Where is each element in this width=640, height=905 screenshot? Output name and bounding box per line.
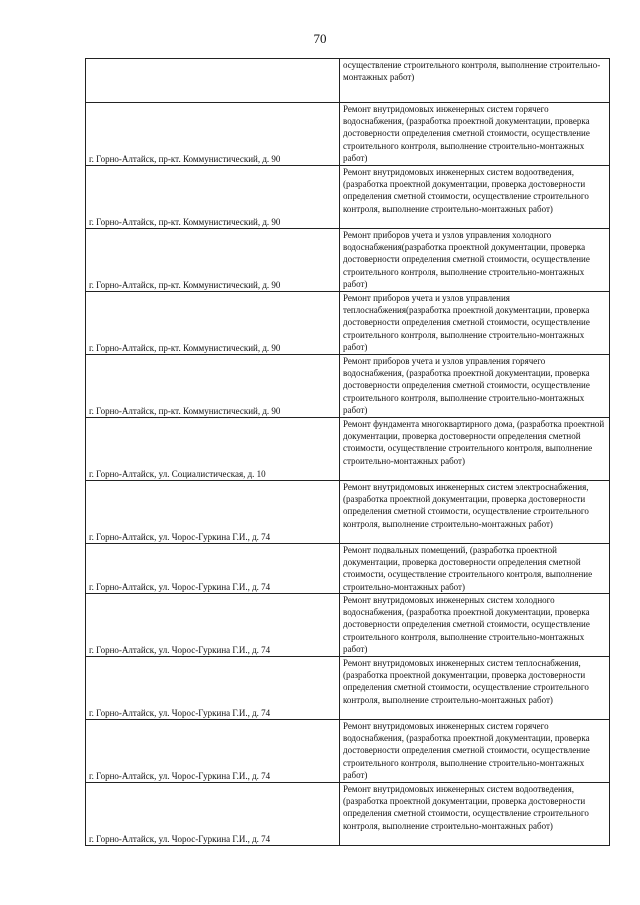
table-row	[86, 657, 610, 720]
table-row	[86, 783, 610, 846]
work-description-cell: Ремонт внутридомовых инженерных систем теплоснабжения, (разработка проектной документации, проверка достоверности определения сметной стоимости, осуществление строительного контроля, выполнение строительно-монтажных работ)	[340, 657, 610, 720]
work-description-cell: Ремонт внутридомовых инженерных систем водоотведения, (разработка проектной документации, проверка достоверности определения сметной стоимости, осуществление строительного контроля, выполнение строительно-монтажных работ)	[340, 783, 610, 846]
address-cell: г. Горно-Алтайск, ул. Социалистическая, д. 10	[86, 418, 340, 481]
work-description-cell: Ремонт приборов учета и узлов управления теплоснабжения(разработка проектной документации, проверка достоверности определения сметной стоимости, осуществление строительного контроля, выполнение строительно-монтажных работ)	[340, 292, 610, 355]
work-description-cell: Ремонт приборов учета и узлов управления горячего водоснабжения, (разработка проектной документации, проверка достоверности определения сметной стоимости, осуществление строительного контроля, выполнение строительно-монтажных работ)	[340, 355, 610, 418]
work-description-cell: Ремонт внутридомовых инженерных систем горячего водоснабжения, (разработка проектной документации, проверка достоверности определения сметной стоимости, осуществление строительного контроля, выполнение строительно-монтажных работ)	[340, 103, 610, 166]
table-row	[86, 594, 610, 657]
table-row	[86, 229, 610, 292]
table-row	[86, 418, 610, 481]
table-row	[86, 481, 610, 544]
address-cell: г. Горно-Алтайск, ул. Чорос-Гуркина Г.И., д. 74	[86, 657, 340, 720]
table-row	[86, 720, 610, 783]
work-description-cell: осуществление строительного контроля, выполнение строительно-монтажных работ)	[340, 59, 610, 103]
address-cell: г. Горно-Алтайск, ул. Чорос-Гуркина Г.И., д. 74	[86, 720, 340, 783]
address-cell: г. Горно-Алтайск, ул. Чорос-Гуркина Г.И., д. 74	[86, 481, 340, 544]
page-number: 70	[313, 31, 327, 46]
work-description-cell: Ремонт приборов учета и узлов управления холодного водоснабжения(разработка проектной документации, проверка достоверности определения сметной стоимости, осуществление строительного контроля, выполнение строительно-монтажных работ)	[340, 229, 610, 292]
table-row	[86, 166, 610, 229]
address-cell: г. Горно-Алтайск, ул. Чорос-Гуркина Г.И., д. 74	[86, 544, 340, 594]
address-cell: г. Горно-Алтайск, пр-кт. Коммунистический, д. 90	[86, 355, 340, 418]
address-cell: г. Горно-Алтайск, пр-кт. Коммунистический, д. 90	[86, 292, 340, 355]
table-row	[86, 59, 610, 103]
address-cell: г. Горно-Алтайск, пр-кт. Коммунистический, д. 90	[86, 103, 340, 166]
address-cell: г. Горно-Алтайск, ул. Чорос-Гуркина Г.И., д. 74	[86, 594, 340, 657]
work-description-cell: Ремонт внутридомовых инженерных систем холодного водоснабжения, (разработка проектной документации, проверка достоверности определения сметной стоимости, осуществление строительного контроля, выполнение строительно-монтажных работ)	[340, 594, 610, 657]
table-row	[86, 355, 610, 418]
address-cell: г. Горно-Алтайск, ул. Чорос-Гуркина Г.И., д. 74	[86, 783, 340, 846]
address-cell: г. Горно-Алтайск, пр-кт. Коммунистический, д. 90	[86, 229, 340, 292]
address-cell: г. Горно-Алтайск, пр-кт. Коммунистический, д. 90	[86, 166, 340, 229]
table-row	[86, 103, 610, 166]
work-description-cell: Ремонт подвальных помещений, (разработка проектной документации, проверка достоверности определения сметной стоимости, осуществление строительного контроля, выполнение строительно-монтажных работ)	[340, 544, 610, 594]
table-row	[86, 292, 610, 355]
work-description-cell: Ремонт внутридомовых инженерных систем электроснабжения, (разработка проектной документации, проверка достоверности определения сметной стоимости, осуществление строительного контроля, выполнение строительно-монтажных работ)	[340, 481, 610, 544]
work-description-cell: Ремонт фундамента многоквартирного дома, (разработка проектной документации, проверка достоверности определения сметной стоимости, осуществление строительного контроля, выполнение строительно-монтажных работ)	[340, 418, 610, 481]
work-description-cell: Ремонт внутридомовых инженерных систем горячего водоснабжения, (разработка проектной документации, проверка достоверности определения сметной стоимости, осуществление строительного контроля, выполнение строительно-монтажных работ)	[340, 720, 610, 783]
works-table-body	[86, 59, 610, 846]
work-description-cell: Ремонт внутридомовых инженерных систем водоотведения, (разработка проектной документации, проверка достоверности определения сметной стоимости, осуществление строительного контроля, выполнение строительно-монтажных работ)	[340, 166, 610, 229]
table-row	[86, 544, 610, 594]
address-cell	[86, 59, 340, 103]
works-table	[85, 58, 610, 846]
